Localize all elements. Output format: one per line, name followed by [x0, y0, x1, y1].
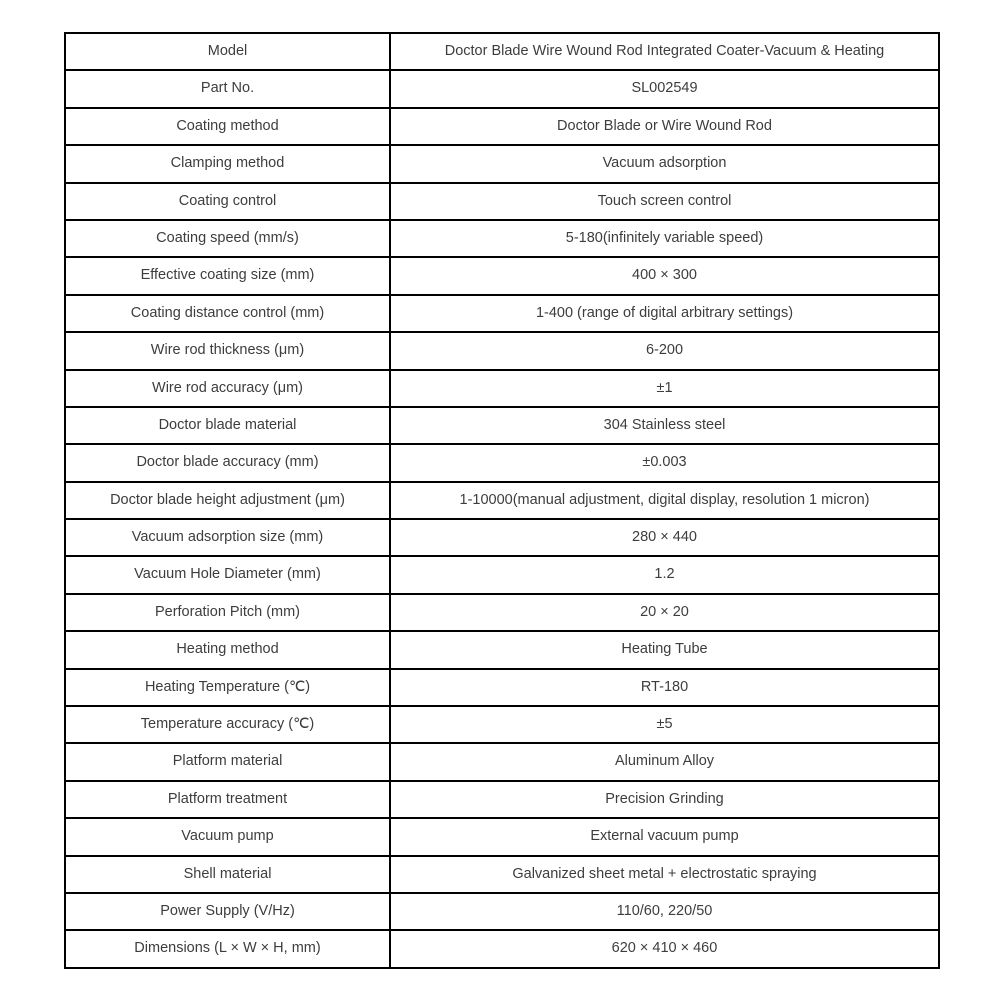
spec-row — [65, 781, 939, 818]
spec-row — [65, 370, 939, 407]
spec-label-cell: Wire rod thickness (μm) — [65, 332, 390, 369]
spec-table-body — [65, 33, 939, 968]
spec-value-cell: 304 Stainless steel — [390, 407, 939, 444]
spec-value-cell: 6-200 — [390, 332, 939, 369]
spec-value-cell: 1.2 — [390, 556, 939, 593]
spec-row — [65, 220, 939, 257]
spec-label-cell: Shell material — [65, 856, 390, 893]
spec-value-cell: 280 × 440 — [390, 519, 939, 556]
spec-row — [65, 407, 939, 444]
spec-row — [65, 444, 939, 481]
spec-label-cell: Wire rod accuracy (μm) — [65, 370, 390, 407]
spec-label-cell: Vacuum Hole Diameter (mm) — [65, 556, 390, 593]
spec-label-cell: Doctor blade material — [65, 407, 390, 444]
spec-row — [65, 145, 939, 182]
spec-row — [65, 33, 939, 70]
spec-label-cell: Coating speed (mm/s) — [65, 220, 390, 257]
spec-row — [65, 519, 939, 556]
spec-row — [65, 743, 939, 780]
spec-value-cell: Precision Grinding — [390, 781, 939, 818]
spec-value-cell: Aluminum Alloy — [390, 743, 939, 780]
spec-value-cell: Doctor Blade Wire Wound Rod Integrated Coater-Vacuum & Heating — [390, 33, 939, 70]
spec-row — [65, 482, 939, 519]
spec-row — [65, 669, 939, 706]
spec-label-cell: Clamping method — [65, 145, 390, 182]
spec-value-cell: 1-10000(manual adjustment, digital display, resolution 1 micron) — [390, 482, 939, 519]
spec-label-cell: Part No. — [65, 70, 390, 107]
spec-value-cell: 400 × 300 — [390, 257, 939, 294]
spec-label-cell: Dimensions (L × W × H, mm) — [65, 930, 390, 968]
spec-value-cell: Vacuum adsorption — [390, 145, 939, 182]
spec-label-cell: Coating method — [65, 108, 390, 145]
spec-row — [65, 257, 939, 294]
spec-row — [65, 594, 939, 631]
spec-value-cell: ±1 — [390, 370, 939, 407]
spec-value-cell: 620 × 410 × 460 — [390, 930, 939, 968]
spec-row — [65, 631, 939, 668]
spec-label-cell: Perforation Pitch (mm) — [65, 594, 390, 631]
spec-value-cell: SL002549 — [390, 70, 939, 107]
spec-value-cell: 5-180(infinitely variable speed) — [390, 220, 939, 257]
spec-value-cell: Doctor Blade or Wire Wound Rod — [390, 108, 939, 145]
spec-value-cell: 1-400 (range of digital arbitrary settings) — [390, 295, 939, 332]
spec-label-cell: Doctor blade accuracy (mm) — [65, 444, 390, 481]
spec-value-cell: ±5 — [390, 706, 939, 743]
spec-label-cell: Model — [65, 33, 390, 70]
spec-value-cell: Touch screen control — [390, 183, 939, 220]
spec-label-cell: Vacuum adsorption size (mm) — [65, 519, 390, 556]
spec-label-cell: Heating Temperature (℃) — [65, 669, 390, 706]
spec-row — [65, 183, 939, 220]
spec-row — [65, 332, 939, 369]
spec-value-cell: Heating Tube — [390, 631, 939, 668]
spec-row — [65, 706, 939, 743]
spec-label-cell: Heating method — [65, 631, 390, 668]
spec-value-cell: 110/60, 220/50 — [390, 893, 939, 930]
spec-row — [65, 893, 939, 930]
spec-row — [65, 856, 939, 893]
spec-value-cell: 20 × 20 — [390, 594, 939, 631]
spec-value-cell: Galvanized sheet metal + electrostatic spraying — [390, 856, 939, 893]
spec-label-cell: Platform material — [65, 743, 390, 780]
spec-label-cell: Effective coating size (mm) — [65, 257, 390, 294]
spec-label-cell: Vacuum pump — [65, 818, 390, 855]
spec-label-cell: Platform treatment — [65, 781, 390, 818]
spec-label-cell: Power Supply (V/Hz) — [65, 893, 390, 930]
spec-row — [65, 556, 939, 593]
spec-row — [65, 295, 939, 332]
spec-row — [65, 930, 939, 968]
spec-label-cell: Coating distance control (mm) — [65, 295, 390, 332]
spec-value-cell: RT-180 — [390, 669, 939, 706]
spec-row — [65, 70, 939, 107]
spec-value-cell: ±0.003 — [390, 444, 939, 481]
spec-label-cell: Coating control — [65, 183, 390, 220]
spec-label-cell: Temperature accuracy (℃) — [65, 706, 390, 743]
spec-value-cell: External vacuum pump — [390, 818, 939, 855]
spec-label-cell: Doctor blade height adjustment (μm) — [65, 482, 390, 519]
spec-table — [64, 32, 940, 969]
spec-row — [65, 818, 939, 855]
spec-row — [65, 108, 939, 145]
